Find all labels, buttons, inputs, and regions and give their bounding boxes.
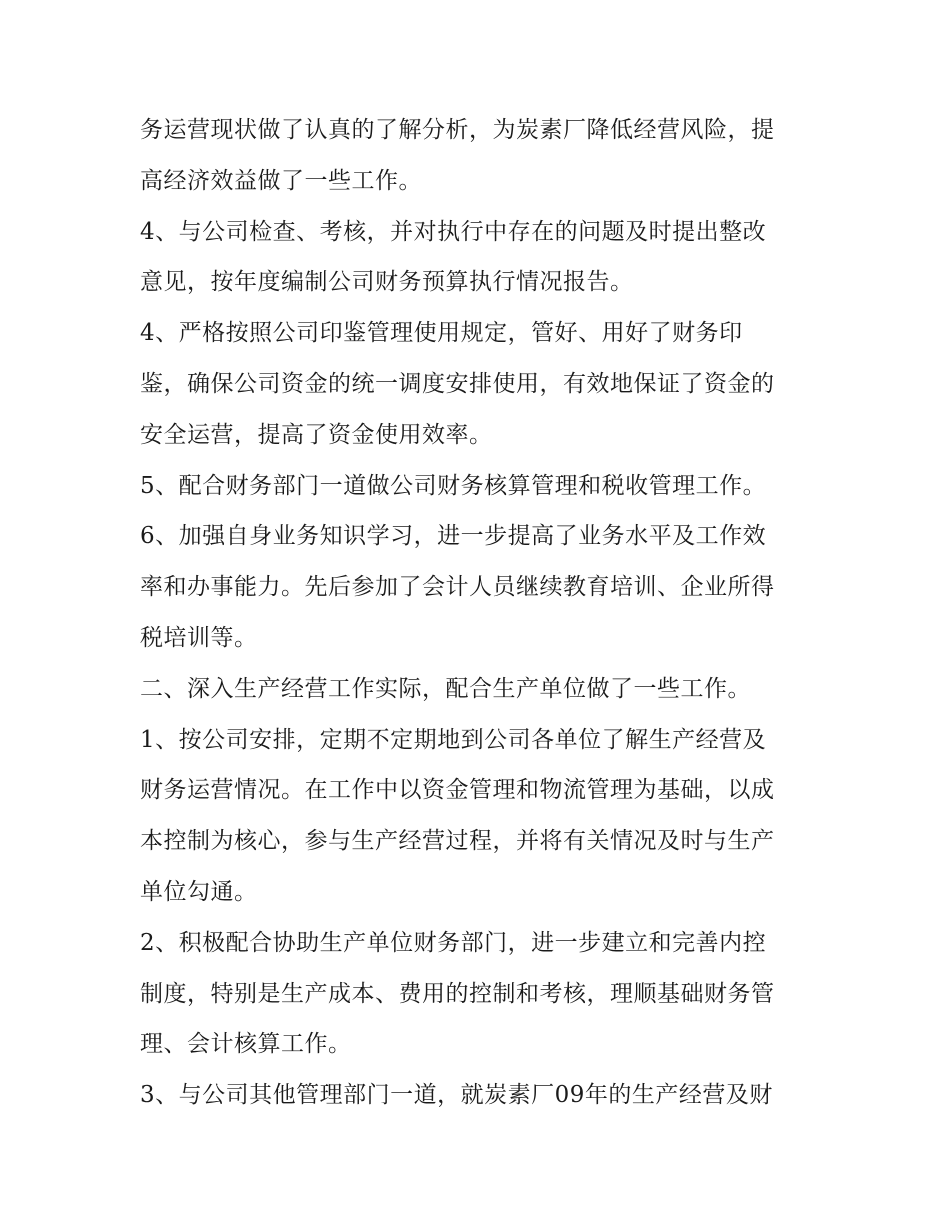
text-line-13: 1、按公司安排，定期不定期地到公司各单位了解生产经营及 [140,726,767,753]
text-line-2: 高经济效益做了一些工作。 [140,167,422,194]
text-line-12: 二、深入生产经营工作实际，配合生产单位做了一些工作。 [140,675,751,702]
text-line-17: 2、积极配合协助生产单位财务部门，进一步建立和完善内控 [140,929,767,956]
text-line-20: 3、与公司其他管理部门一道，就炭素厂09年的生产经营及财 [140,1082,773,1109]
text-line-9: 6、加强自身业务知识学习，进一步提高了业务水平及工作效 [140,523,767,550]
text-line-10: 率和办事能力。先后参加了会计人员继续教育培训、企业所得 [140,574,775,601]
text-line-14: 财务运营情况。在工作中以资金管理和物流管理为基础，以成 [140,777,775,804]
text-line-15: 本控制为核心，参与生产经营过程，并将有关情况及时与生产 [140,828,775,855]
text-line-6: 鉴，确保公司资金的统一调度安排使用，有效地保证了资金的 [140,370,775,397]
text-line-3: 4、与公司检查、考核，并对执行中存在的问题及时提出整改 [140,218,767,245]
text-line-4: 意见，按年度编制公司财务预算执行情况报告。 [140,269,634,296]
text-line-16: 单位勾通。 [140,878,258,905]
body-text [140,105,820,1121]
text-line-18: 制度，特别是生产成本、费用的控制和考核，理顺基础财务管 [140,980,775,1007]
text-line-1: 务运营现状做了认真的了解分析，为炭素厂降低经营风险，提 [140,117,775,143]
text-line-19: 理、会计核算工作。 [140,1031,352,1058]
text-line-11: 税培训等。 [140,624,258,651]
text-line-5: 4、严格按照公司印鉴管理使用规定，管好、用好了财务印 [140,320,743,347]
text-line-8: 5、配合财务部门一道做公司财务核算管理和税收管理工作。 [140,472,767,499]
text-line-7: 安全运营，提高了资金使用效率。 [140,421,493,448]
